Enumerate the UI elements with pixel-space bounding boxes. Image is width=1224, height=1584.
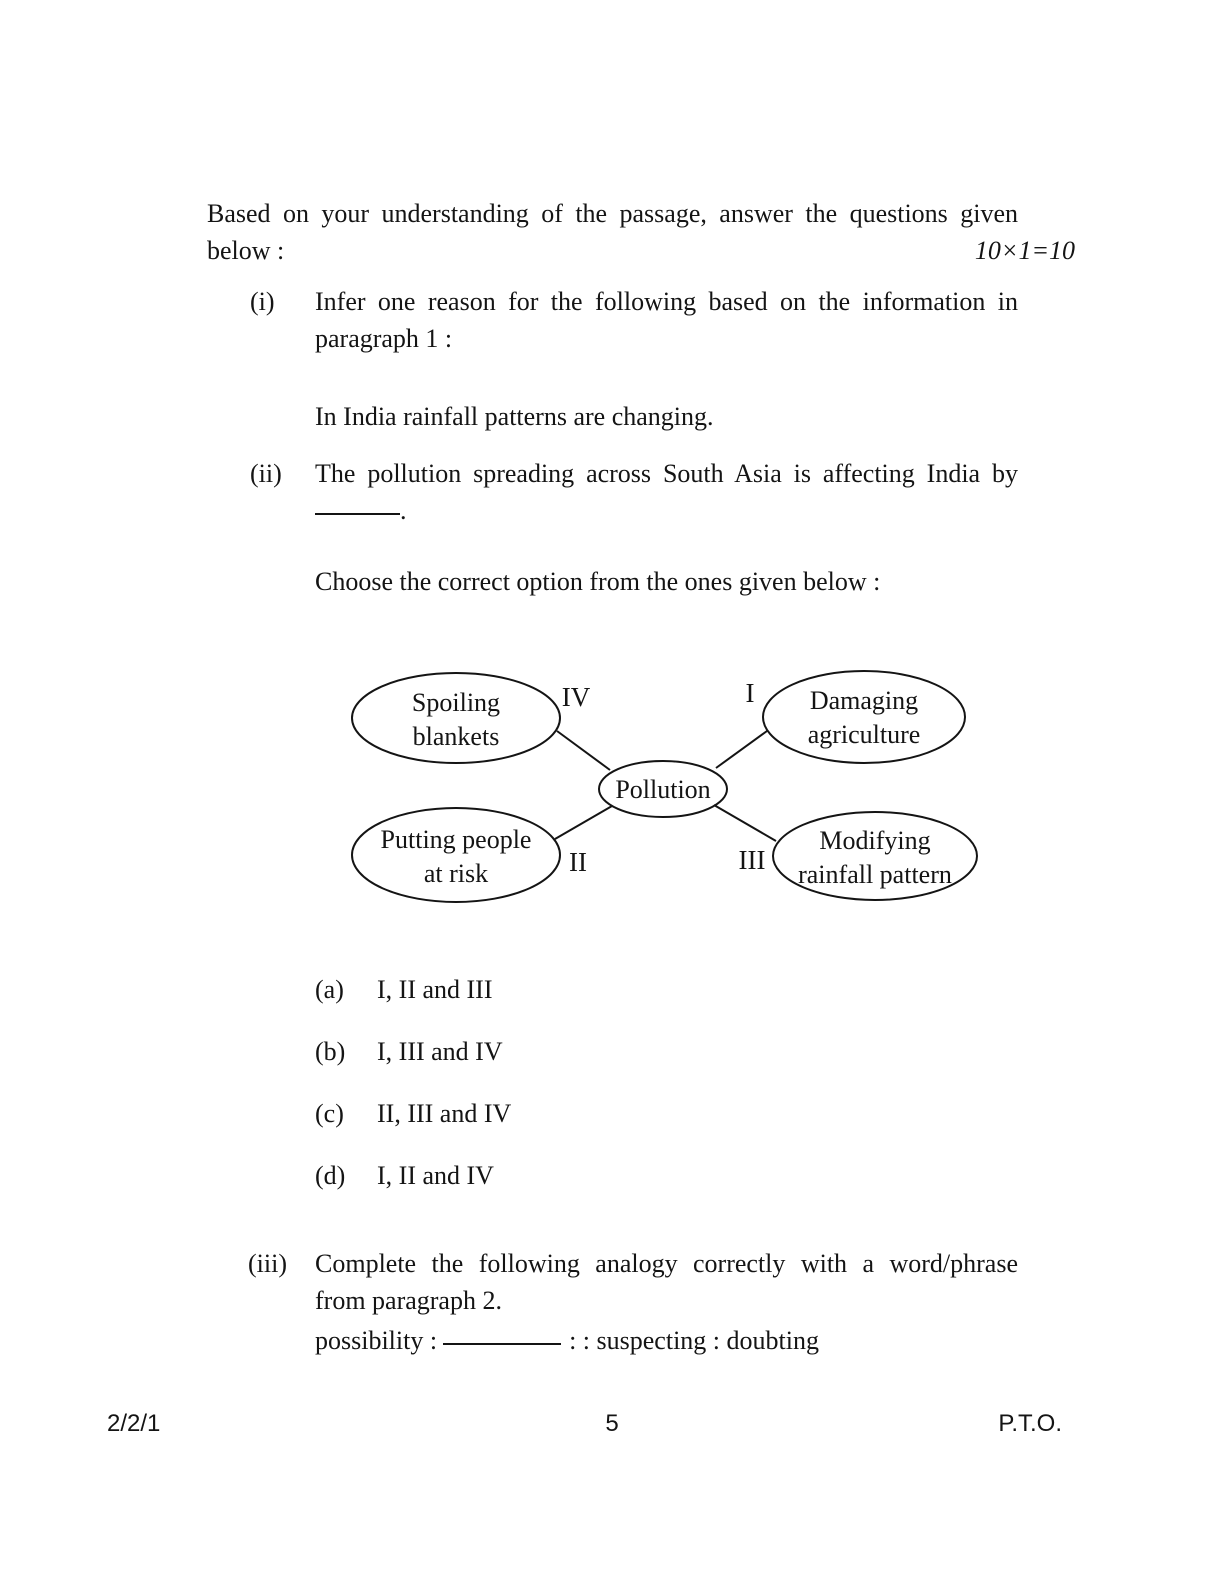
connector-top-right bbox=[716, 731, 767, 768]
option-d-text: I, II and IV bbox=[377, 1161, 494, 1190]
question-iii-line-1: Complete the following analogy correctly with a word/phrase bbox=[315, 1249, 1018, 1278]
answer-blank bbox=[315, 511, 400, 515]
question-i-line-1: Infer one reason for the following based on the information in bbox=[315, 287, 1018, 316]
footer-pto: P.T.O. bbox=[998, 1410, 1062, 1437]
analogy-before: possibility : bbox=[315, 1326, 438, 1355]
connector-top-left bbox=[557, 731, 610, 770]
analogy-after: : : suspecting : doubting bbox=[569, 1326, 819, 1355]
question-i-statement: In India rainfall patterns are changing. bbox=[315, 402, 714, 431]
ellipse-damaging-agriculture bbox=[763, 671, 965, 763]
marks-value: 10×1=10 bbox=[974, 236, 1075, 265]
analogy-blank bbox=[443, 1341, 561, 1345]
question-ii-blank-line bbox=[315, 492, 1018, 529]
mcq-options bbox=[315, 971, 1018, 1219]
tag-II: II bbox=[569, 847, 587, 877]
node-damaging-agriculture-label: Damaging agriculture bbox=[807, 686, 921, 749]
option-b-row bbox=[315, 1033, 1018, 1070]
node-pollution-label: Pollution bbox=[615, 775, 711, 804]
question-ii-number: (ii) bbox=[250, 459, 282, 488]
intro-block bbox=[207, 195, 1075, 269]
footer-paper-code: 2/2/1 bbox=[107, 1410, 161, 1437]
option-a-label: (a) bbox=[315, 975, 344, 1004]
question-ii-line-1: The pollution spreading across South Asia is affecting India by bbox=[315, 459, 1018, 488]
tag-I: I bbox=[745, 678, 755, 708]
intro-line-2: below : bbox=[207, 236, 285, 265]
question-iii-number: (iii) bbox=[248, 1249, 287, 1278]
option-a-text: I, II and III bbox=[377, 975, 493, 1004]
tag-III: III bbox=[738, 845, 766, 875]
choose-option-instruction: Choose the correct option from the ones given below : bbox=[315, 567, 881, 596]
option-d-row bbox=[315, 1157, 1018, 1194]
option-b-text: I, III and IV bbox=[377, 1037, 503, 1066]
option-b-label: (b) bbox=[315, 1037, 346, 1066]
node-putting-people-label: Putting people at risk bbox=[380, 825, 532, 888]
connector-bottom-left bbox=[555, 806, 612, 839]
question-iii-line-2: from paragraph 2. bbox=[315, 1286, 502, 1315]
question-i-number: (i) bbox=[250, 287, 275, 316]
option-c-text: II, III and IV bbox=[377, 1099, 512, 1128]
node-modifying-rainfall-label: Modifying rainfall pattern bbox=[798, 826, 952, 889]
option-d-label: (d) bbox=[315, 1161, 346, 1190]
question-iii bbox=[248, 1245, 1018, 1359]
option-c-label: (c) bbox=[315, 1099, 344, 1128]
connector-bottom-right bbox=[714, 805, 776, 841]
tag-IV: IV bbox=[561, 682, 591, 712]
question-i bbox=[250, 283, 1018, 435]
option-a-row bbox=[315, 971, 1018, 1008]
footer-page-number: 5 bbox=[605, 1410, 619, 1437]
question-i-line-2: paragraph 1 : bbox=[315, 324, 453, 353]
node-spoiling-blankets-label: Spoiling blankets bbox=[411, 688, 501, 751]
intro-line-1: Based on your understanding of the passage, answer the questions given bbox=[207, 199, 1018, 228]
blank-period: . bbox=[400, 496, 407, 525]
analogy-line bbox=[315, 1322, 1018, 1359]
question-ii bbox=[250, 455, 1018, 529]
option-c-row bbox=[315, 1095, 1018, 1132]
pollution-diagram bbox=[330, 648, 990, 912]
